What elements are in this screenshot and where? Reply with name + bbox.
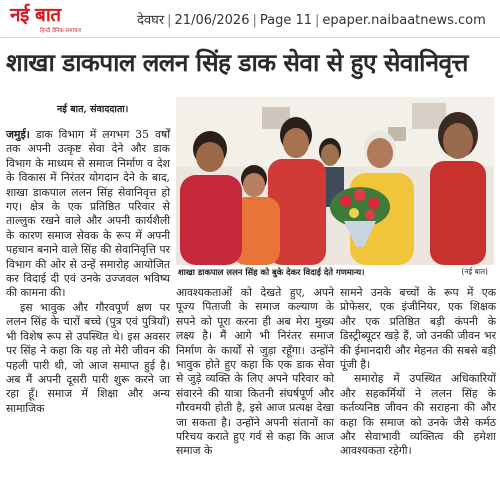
article-paragraph: सामने उनके बच्चों के रूप में एक प्रोफेसर, एक इंजीनियर, एक शिक्षक और एक प्रतिष्ठित बड़ी कंपनी के डिस्ट्रीब्यूटर खड़े हैं, जो उनकी जीवन भर की ईमानदारी और मेहनत की सबसे बड़ी पूंजी है। (340, 286, 496, 372)
article-paragraph: समारोह में उपस्थित अधिकारियों और सहकर्मियों ने ललन सिंह के कर्तव्यनिष्ठ जीवन की सराहना की और कहा कि समाज को उनके जैसे कर्मठ और सेवाभावी व्यक्तित्व की हमेशा आवश्यकता रहेगी। (340, 372, 496, 458)
dateline-place: जमुई। (6, 128, 30, 141)
edition-date: 21/06/2026 (174, 13, 250, 28)
paragraph-text: डाक विभाग में लगभग 35 वर्षों तक अपनी उत्कृष्ट सेवा देने और डाक विभाग के माध्यम से समाज निर्माण व देश के विकास में निरंतर योगदान देने के बाद, शाखा डाकपाल ललन सिंह सेवानिवृत्त हो गए। क्षेत्र के एक प्रतिष्ठित परिवार से ताल्लुक रखने वाले और अपनी कार्यशैली के कारण समाज सेवक के रूप में अपनी पहचान बनाने वाले सिंह की सेवानिवृत्ति पर विभाग की ओर से उन्हें समारोह आयोजित कर विदाई दी एवं उनके उज्जवल भविष्य की कामना की। (6, 128, 170, 300)
divider: | (167, 13, 172, 28)
website-link[interactable]: epaper.naibaatnews.com (322, 13, 486, 28)
article-paragraph (6, 128, 170, 301)
article-column-2 (176, 286, 334, 459)
masthead (0, 0, 500, 38)
photo-credit: (नई बात) (461, 267, 488, 276)
photo-caption (176, 265, 494, 279)
logo-wordmark: नई बात (10, 4, 61, 26)
article-column-1 (6, 128, 170, 416)
photo-illustration (176, 97, 494, 265)
edition-city: देवघर (137, 13, 165, 28)
article-headline: शाखा डाकपाल ललन सिंह डाक सेवा से हुए सेवानिवृत्त (6, 48, 468, 77)
page-number: Page 11 (259, 13, 313, 28)
article-byline: नई बात, संवाददाता। (57, 104, 129, 115)
caption-text: शाखा डाकपाल ललन सिंह को बुके देकर विदाई देते गणमान्य। (178, 267, 365, 277)
logo-tagline: हिन्दी दैनिक समाचार (40, 28, 82, 34)
article-paragraph: इस भावुक और गौरवपूर्ण क्षण पर ललन सिंह के चारों बच्चे (पुत्र एवं पुत्रियाँ) भी विशेष रूप से उपस्थित थे। इस अवसर पर सिंह ने कहा कि यह तो मेरी जीवन की पहली पारी थी, जो आज समाप्त हुई है। अब मैं अपनी दूसरी पारी शुरू करने जा रहा हूँ। समाज में शिक्षा और अन्य सामाजिक (6, 300, 170, 415)
edition-info (137, 10, 486, 28)
article-column-3 (340, 286, 496, 459)
newspaper-logo[interactable] (10, 4, 130, 34)
article-photo[interactable] (176, 97, 494, 265)
divider: | (315, 13, 320, 28)
divider: | (252, 13, 257, 28)
article-paragraph: आवश्यकताओं को देखते हुए, अपने पूज्य पिताजी के समाज कल्याण के सपने को पूरा करना ही अब मेरा मुख्य लक्ष्य है। मैं आगे भी निरंतर समाज निर्माण के कार्यों से जुड़ा रहूँगा। उन्होंने भावुक होते हुए कहा कि एक डाक सेवा से जुड़े व्यक्ति के लिए अपने परिवार को संवारने की यात्रा कितनी संघर्षपूर्ण और गौरवमयी होती है, इसे आज प्रत्यक्ष देखा जा सकता है। उन्होंने अपनी संतानों का परिचय कराते हुए गर्व से कहा कि आज समाज के (176, 286, 334, 458)
